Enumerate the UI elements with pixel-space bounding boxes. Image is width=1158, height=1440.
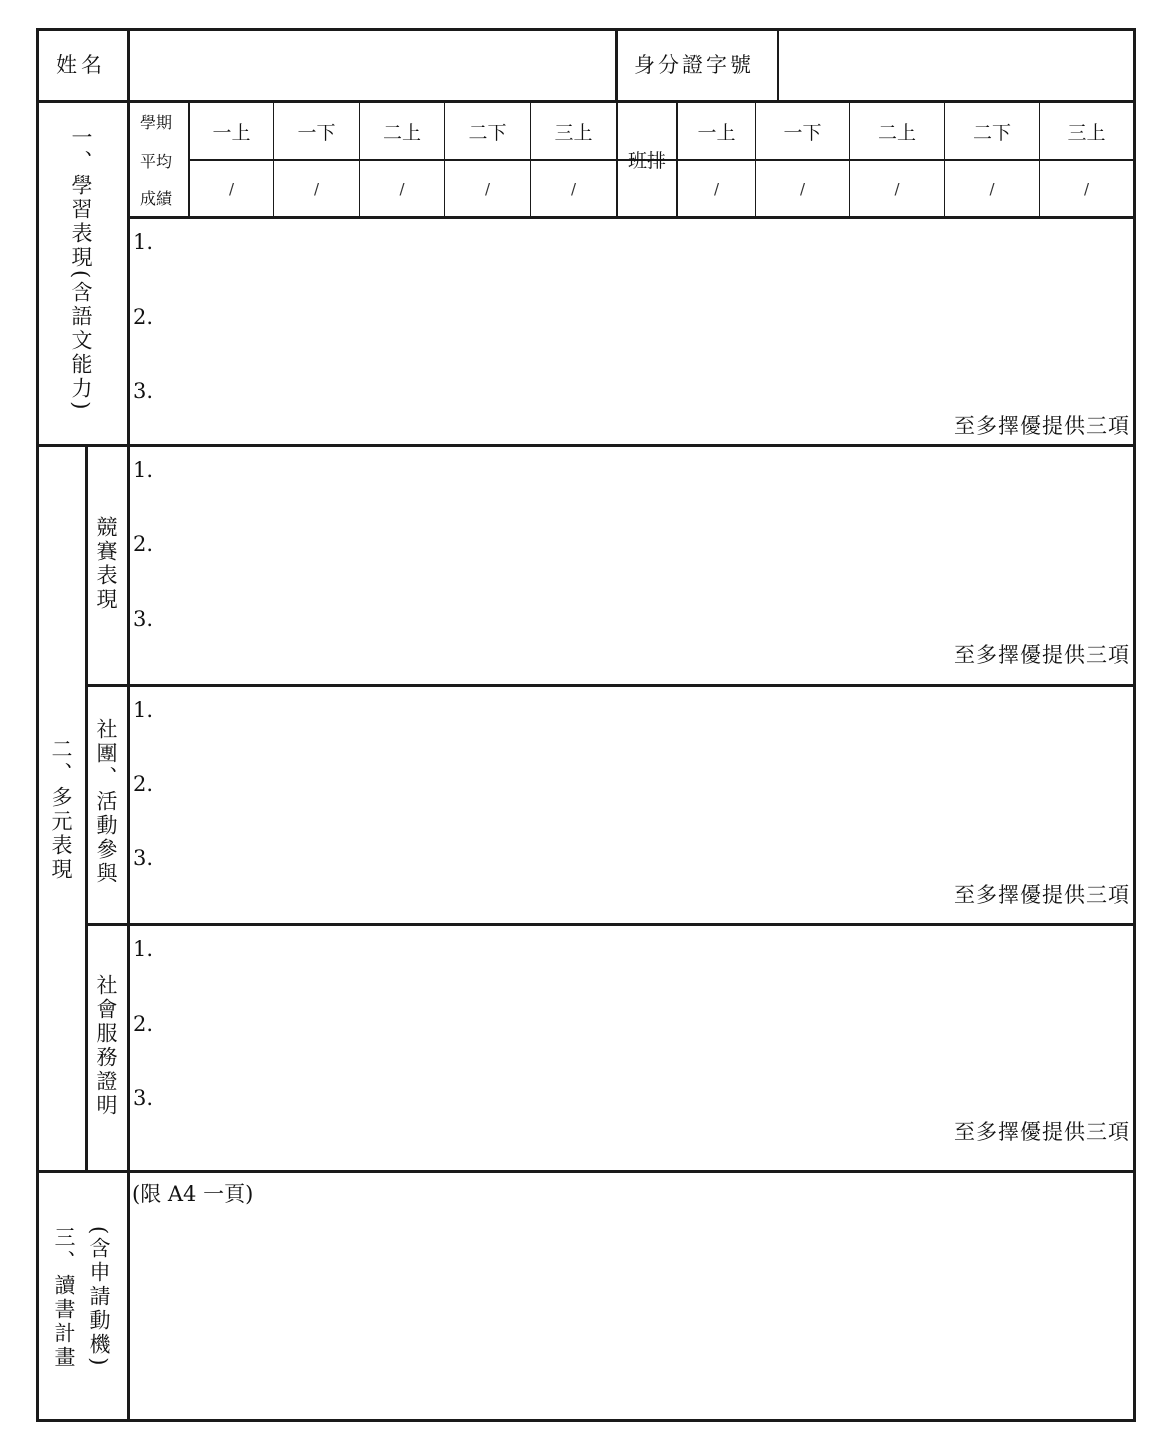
service-item-2[interactable]: 2. [133,1012,154,1036]
section1-item-2[interactable]: 2. [133,305,154,329]
section1-note: 至多擇優提供三項 [954,414,1130,438]
row-line [36,1170,1136,1173]
rank-semester-header: 二下 [972,121,1011,144]
avg-value-cell[interactable]: / [399,179,405,198]
row-line [36,444,1136,447]
name-label: 姓名 [56,53,106,77]
service-item-1[interactable]: 1. [133,937,154,961]
sub-col-line [85,444,88,1173]
rank-semester-header: 一上 [697,121,736,144]
section1-title: 一、學習表現(含語文能力) [69,126,93,413]
row-line [85,684,1136,687]
clubs-item-1[interactable]: 1. [133,698,154,722]
section2-title: 二、多元表現 [49,738,73,882]
competition-item-3[interactable]: 3. [133,607,154,631]
section1-item-3[interactable]: 3. [133,379,154,403]
rank-value-cell[interactable]: / [894,179,900,198]
section3-subtitle: (含申請動機) [87,1226,111,1369]
competition-note: 至多擇優提供三項 [954,643,1130,667]
clubs-note: 至多擇優提供三項 [954,883,1130,907]
rank-value-cell[interactable]: / [713,179,720,198]
id-label: 身分證字號 [634,53,754,77]
rank-semester-header: 一下 [783,121,822,144]
rank-value-cell[interactable]: / [989,179,995,198]
avg-label-2: 平均 [140,152,173,171]
competition-item-2[interactable]: 2. [133,532,154,556]
avg-value-cell[interactable]: / [484,179,491,198]
section3-title: 三、讀書計畫 [52,1226,76,1370]
avg-value-cell[interactable]: / [228,179,235,198]
avg-semester-header: 二上 [382,121,421,144]
reading-plan-field[interactable] [132,1212,1128,1414]
main-divider [127,28,130,1422]
avg-value-cell[interactable]: / [313,179,320,198]
frame-bottom [36,1419,1136,1422]
avg-label-1: 學期 [140,113,173,132]
rank-label: 班排 [627,150,666,172]
service-note: 至多擇優提供三項 [954,1120,1130,1144]
avg-semester-header: 三上 [554,121,593,144]
section1-item-1[interactable]: 1. [133,230,154,254]
clubs-item-3[interactable]: 3. [133,846,154,870]
row-line [85,923,1136,926]
rank-value-cell[interactable]: / [1083,179,1090,198]
avg-semester-header: 一下 [297,121,336,144]
rank-value-cell[interactable]: / [799,179,806,198]
col-line [777,28,779,103]
row-line [127,216,1136,219]
clubs-item-2[interactable]: 2. [133,772,154,796]
competition-item-1[interactable]: 1. [133,458,154,482]
avg-label-3: 成績 [140,189,173,208]
service-item-3[interactable]: 3. [133,1086,154,1110]
frame-right [1133,28,1136,1422]
rank-semester-header: 三上 [1067,121,1106,144]
frame-left [36,28,39,1422]
name-field[interactable] [132,32,612,98]
rank-semester-header: 二上 [877,121,916,144]
clubs-title: 社團、活動參與 [94,718,118,886]
id-field[interactable] [782,32,1130,98]
col-line [615,28,618,103]
avg-semester-header: 一上 [212,121,251,144]
competition-title: 競賽表現 [94,516,118,612]
service-title: 社會服務證明 [94,974,118,1118]
avg-semester-header: 二下 [468,121,507,144]
avg-value-cell[interactable]: / [570,179,577,198]
frame-top [36,28,1136,31]
section3-limit: (限 A4 一頁) [132,1182,254,1206]
